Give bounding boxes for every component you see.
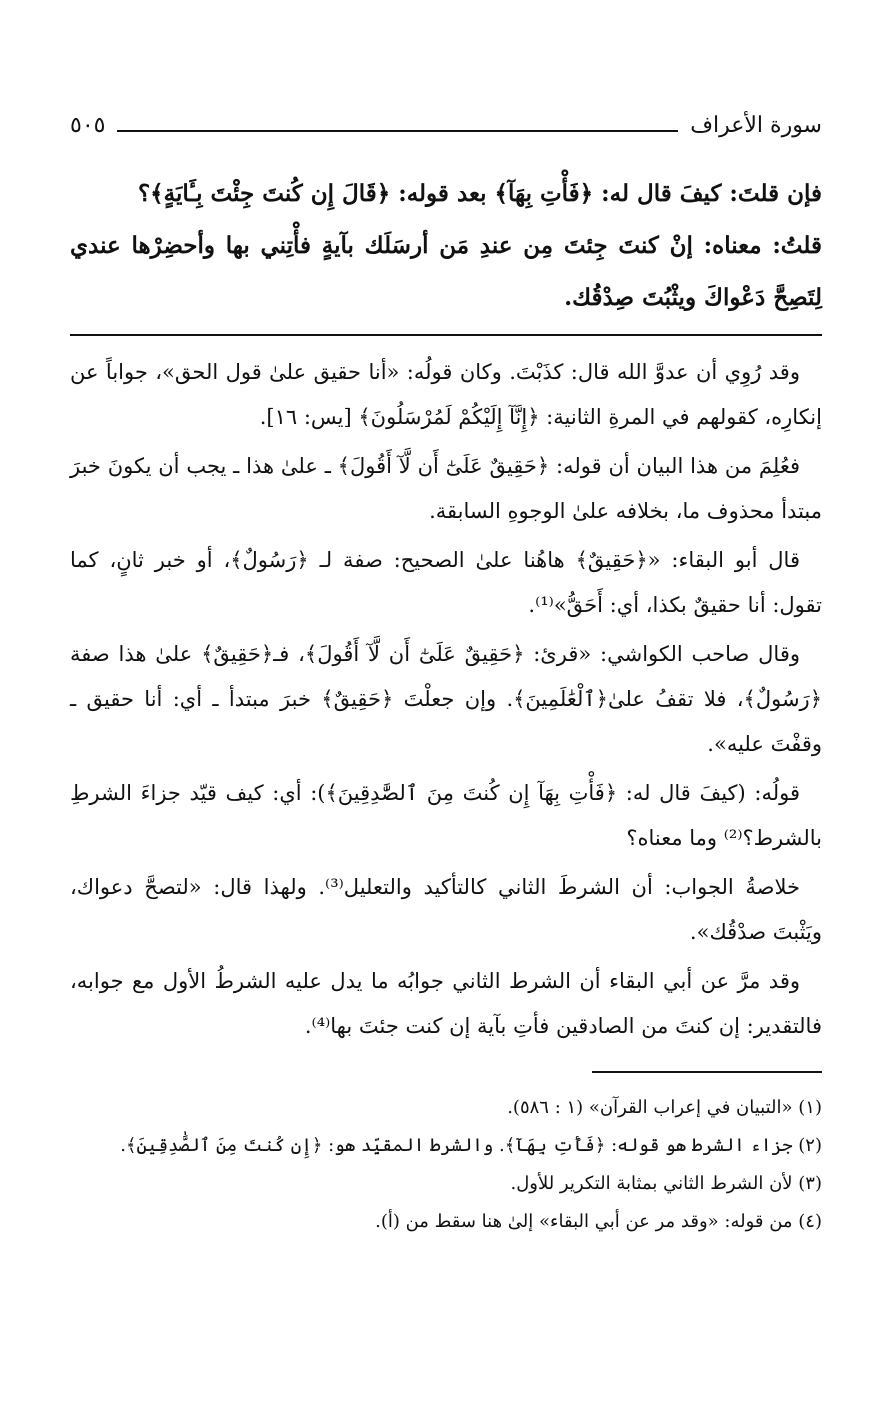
matn-divider	[70, 334, 822, 336]
commentary-paragraph: قولُه: (كيفَ قال له: ﴿فَأْتِ بِهَآ إِن كُنتَ مِنَ ٱلصَّٰدِقِينَ﴾): أي: كيف قيّد جزاءَ الشرطِ بالشرط؟⁽²⁾ وما معناه؟	[70, 781, 822, 850]
page-number: ٥٠٥	[70, 112, 106, 138]
footnote-divider	[592, 1071, 822, 1073]
book-page	[70, 100, 822, 1241]
header-rule	[117, 130, 678, 132]
commentary-paragraph: وقال صاحب الكواشي: «قرئ: ﴿حَقِيقٌ عَلَىٰٓ أَن لَّآ أَقُولَ﴾، فـ﴿حَقِيقٌ﴾ علىٰ هذا صفة ﴿رَسُولٌ﴾، فلا تقفُ علىٰ﴿ٱلْعَٰلَمِينَ﴾. وإن جعلْتَ ﴿حَقِيقٌ﴾ خبرَ مبتدأ ـ أي: أنا حقيق ـ وقفْتَ عليه».	[70, 642, 822, 756]
surah-title: سورة الأعراف	[690, 112, 822, 138]
commentary-paragraph: وقد رُوِي أن عدوَّ الله قال: كذَبْتَ. وكان قولُه: «أنا حقيق علىٰ قول الحق»، جواباً عن إنكارِه، كقولهم في المرةِ الثانية: ﴿إِنَّآ إِلَيْكُمْ لَمُرْسَلُونَ﴾ [يس: ١٦].	[70, 360, 822, 429]
commentary-paragraph: خلاصةُ الجواب: أن الشرطَ الثاني كالتأكيد والتعليل⁽³⁾. ولهذا قال: «لتصحَّ دعواك، ويَثْبتَ صدْقُك».	[70, 875, 822, 944]
footnote-1: (١) «التبيان في إعراب القرآن» (١ : ٥٨٦).	[507, 1097, 822, 1118]
commentary-paragraph: وقد مرَّ عن أبي البقاء أن الشرط الثاني جوابُه ما يدل عليه الشرطُ الأول مع جوابه، فالتقدير: إن كنتَ من الصادقين فأتِ بآية إن كنت جئتَ بها⁽⁴⁾.	[70, 969, 822, 1038]
matn-answer: قلتُ: معناه: إنْ كنتَ جِئتَ مِن عندِ مَن أرسَلَك بآيةٍ فأْتِني بها وأحضِرْها عندي لِتَصِحَّ دَعْواكَ ويثْبُتَ صِدْقُك.	[70, 232, 823, 311]
main-text	[70, 168, 822, 324]
running-header	[70, 100, 822, 150]
footnote-2: (٢) جزاء الشرط هو قوله: ﴿فَأْتِ بِهَآ﴾. والشرط المقيِّد هو: ﴿إِن كُنتَ مِنَ ٱلصَّٰدِقِينَ﴾.	[120, 1135, 822, 1156]
footnote-3: (٣) لأن الشرط الثاني بمثابة التكرير للأول.	[510, 1173, 822, 1194]
commentary	[70, 350, 822, 1049]
commentary-paragraph: قال أبو البقاء: «﴿حَقِيقٌ﴾ هاهُنا علىٰ الصحيح: صفة لـ ﴿رَسُولٌ﴾، أو خبر ثانٍ، كما تقول: أنا حقيقٌ بكذا، أي: أَحَقُّ»⁽¹⁾.	[70, 548, 822, 617]
matn-question: فإن قلتَ: كيفَ قال له: ﴿فَأْتِ بِهَآ﴾ بعد قوله: ﴿قَالَ إِن كُنتَ جِئْتَ بِـَٔايَةٍ﴾؟	[137, 180, 822, 207]
commentary-paragraph: فعُلِمَ من هذا البيان أن قوله: ﴿حَقِيقٌ عَلَىٰٓ أَن لَّآ أَقُولَ﴾ ـ علىٰ هذا ـ يجب أن يكونَ خبرَ مبتدأ محذوف ما، بخلافه علىٰ الوجوهِ السابقة.	[70, 454, 822, 523]
footnote-4: (٤) من قوله: «وقد مر عن أبي البقاء» إلىٰ هنا سقط من (أ).	[375, 1211, 822, 1232]
footnotes	[70, 1089, 822, 1241]
